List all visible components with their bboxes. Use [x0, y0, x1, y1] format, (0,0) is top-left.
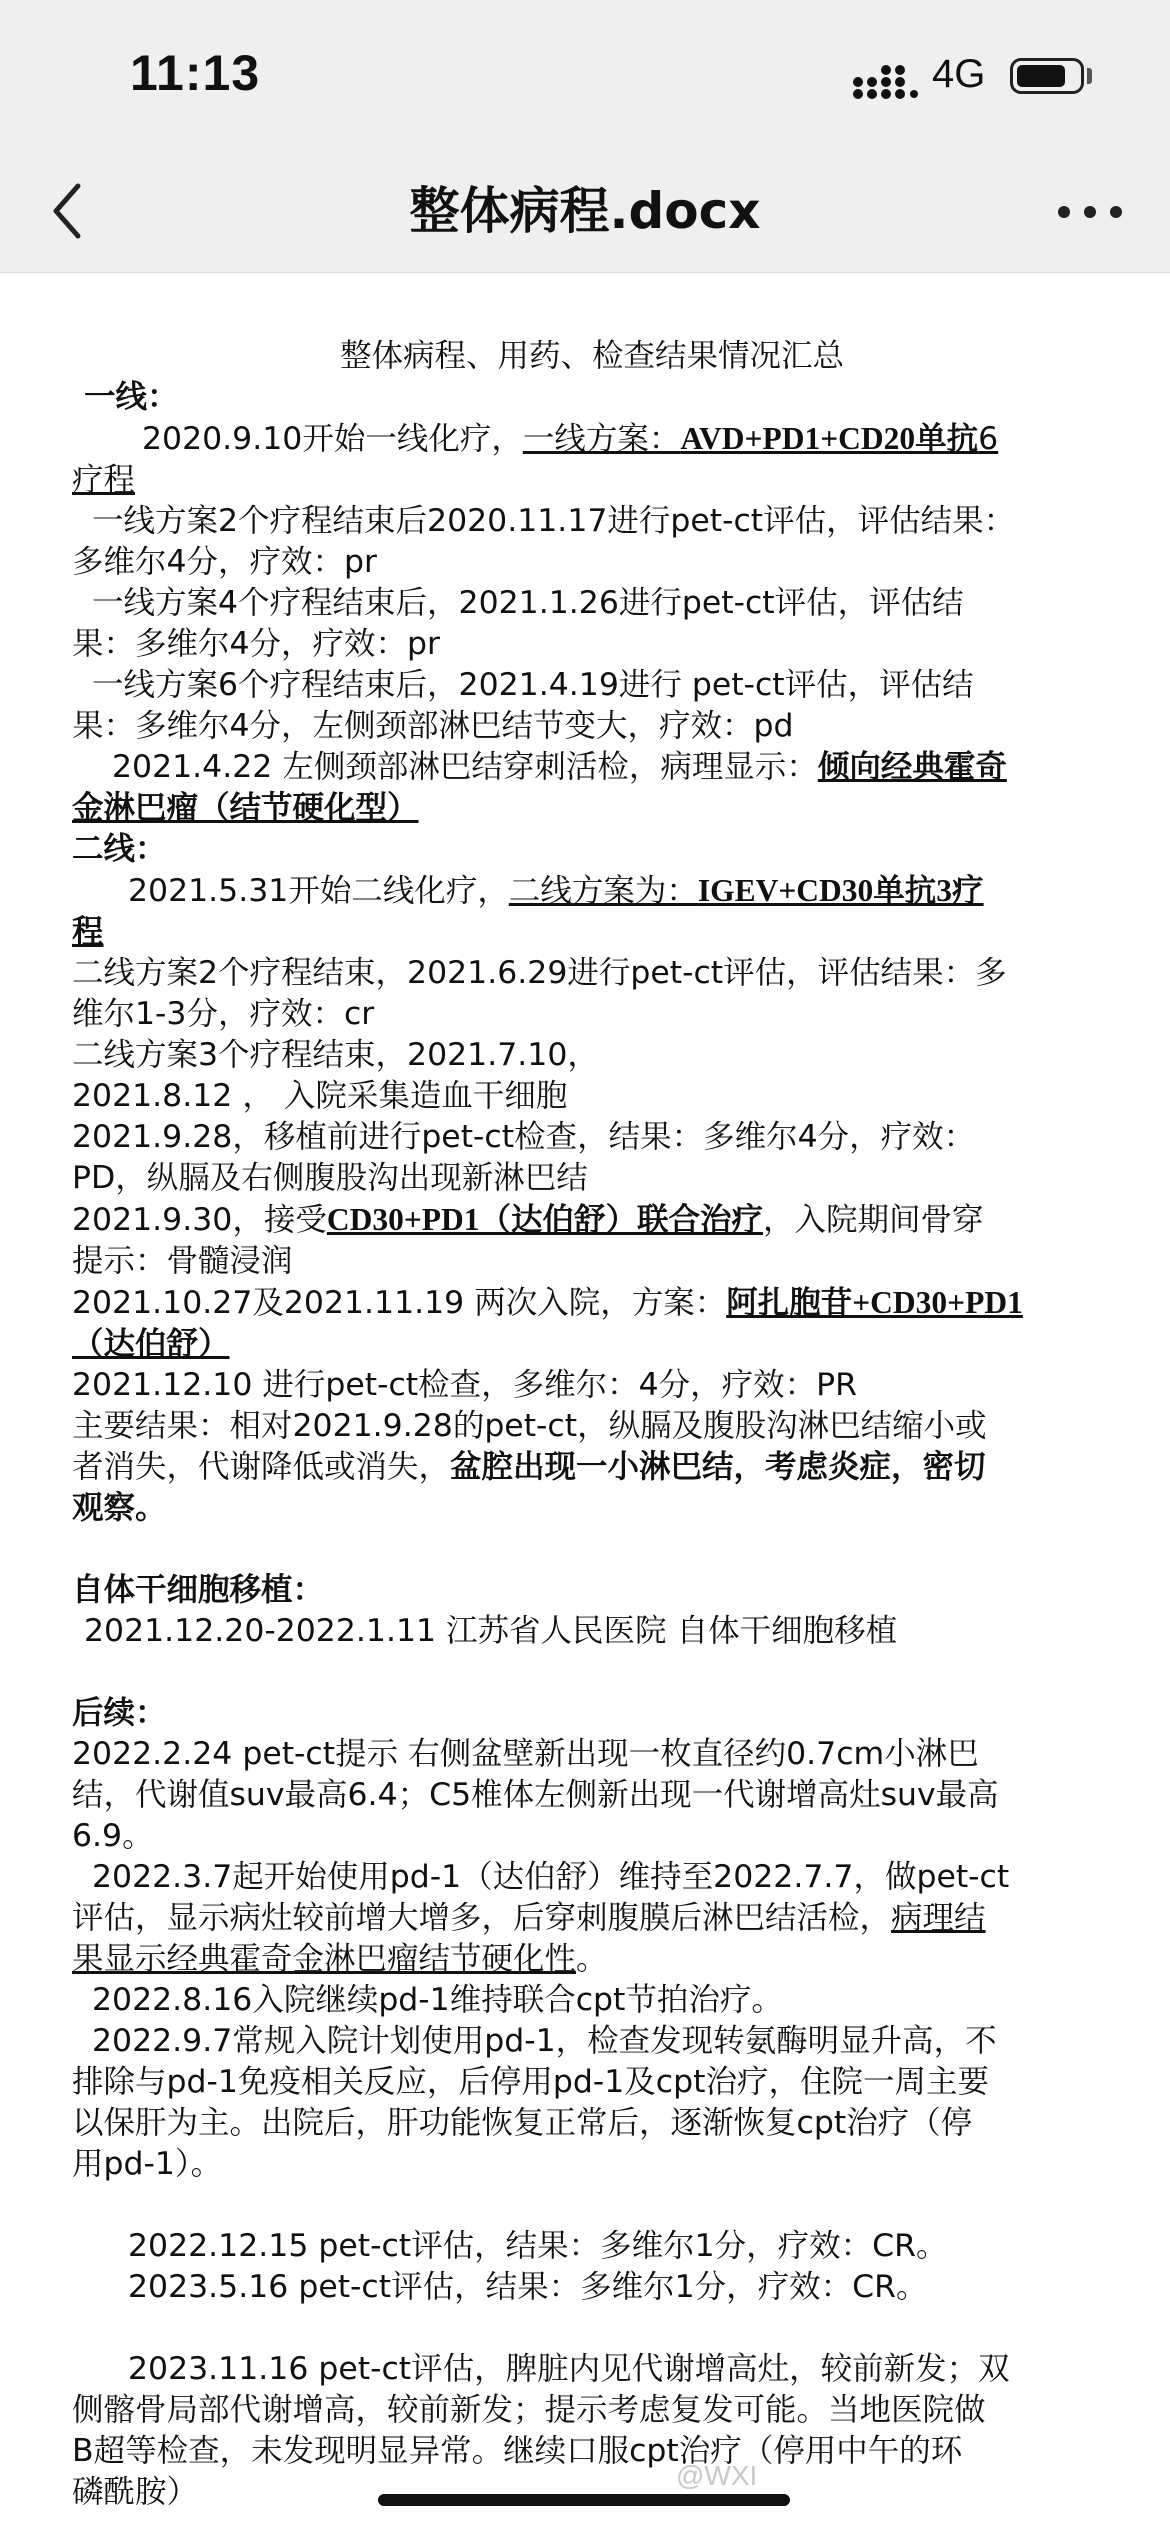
doc-line: 一线方案2个疗程结束后2020.11.17进行pet-ct评估，评估结果：	[92, 503, 1016, 539]
doc-paragraph	[72, 1282, 1112, 1324]
text-run: 盆腔出现一小淋巴结，考虑炎症，密切	[450, 1449, 986, 1485]
doc-line: 一线方案6个疗程结束后，2021.4.19进行 pet-ct评估，评估结	[92, 667, 974, 703]
spacer	[72, 2308, 1112, 2349]
text-run: 2021.9.30，接受	[72, 1202, 327, 1238]
text-run: 评估，显示病灶较前增大增多，后穿刺腹膜后淋巴结活检，	[72, 1900, 892, 1936]
section-title: 后续：	[72, 1695, 167, 1731]
text-run: 2021.10.27及2021.11.19 两次入院，方案：	[72, 1285, 727, 1321]
doc-line: 结，代谢值suv最高6.4；C5椎体左侧新出现一代谢增高灶suv最高	[72, 1777, 999, 1813]
doc-line	[72, 460, 1112, 501]
watermark: @WXI	[676, 2460, 758, 2491]
doc-line: 一线方案4个疗程结束后，2021.1.26进行pet-ct评估，评估结	[92, 585, 964, 621]
doc-line: 2022.9.7常规入院计划使用pd-1，检查发现转氨酶明显升高，不	[92, 2023, 997, 2059]
text-run: CD30+PD1（达伯舒）联合治疗	[326, 1202, 764, 1237]
doc-line	[72, 788, 1112, 829]
doc-line: B超等检查，未发现明显异常。继续口服cpt治疗（停用中午的环	[72, 2433, 963, 2469]
doc-heading: 整体病程、用药、检查结果情况汇总	[339, 338, 844, 374]
text-run: ，入院期间骨穿	[763, 1202, 984, 1238]
doc-line: 二线方案3个疗程结束，2021.7.10，	[72, 1037, 599, 1073]
doc-line: 2021.12.20-2022.1.11 江苏省人民医院 自体干细胞移植	[84, 1613, 898, 1649]
text-run: 2021.4.22 左侧颈部淋巴结穿刺活检，病理显示：	[112, 749, 818, 785]
more-horizontal-icon	[1050, 184, 1130, 240]
text-run: 金淋巴瘤（结节硬化型）	[72, 790, 419, 826]
doc-line: 排除与pd-1免疫相关反应，后停用pd-1及cpt治疗，住院一周主要	[72, 2064, 989, 2100]
doc-line: 6.9。	[72, 1818, 154, 1854]
text-run: （达伯舒）	[72, 1326, 230, 1362]
battery-level	[1017, 65, 1065, 87]
text-run: 二线方案为：	[508, 873, 698, 909]
doc-line	[72, 1324, 1112, 1365]
doc-line: 2022.2.24 pet-ct提示 右侧盆壁新出现一枚直径约0.7cm小淋巴	[72, 1736, 979, 1772]
doc-paragraph	[72, 747, 1112, 788]
more-button[interactable]	[1050, 184, 1130, 240]
text-run: 果显示经典霍奇金淋巴瘤结节硬化性	[72, 1941, 577, 1977]
document-body	[72, 336, 1112, 2513]
section-title: 一线：	[84, 379, 179, 415]
battery-nub	[1087, 68, 1092, 84]
doc-line: PD，纵膈及右侧腹股沟出现新淋巴结	[72, 1160, 588, 1196]
doc-line: 果：多维尔4分，疗效：pr	[72, 626, 440, 662]
doc-paragraph	[72, 1939, 1112, 1980]
nav-bar	[0, 150, 1170, 273]
doc-paragraph	[72, 870, 1112, 912]
text-run: 阿扎胞苷+CD30+PD1	[726, 1285, 1023, 1320]
doc-paragraph	[72, 1447, 1112, 1488]
text-run: 疗程	[72, 462, 136, 498]
doc-line: 用pd-1）。	[72, 2146, 223, 2182]
network-type: 4G	[932, 52, 986, 96]
document-title: 整体病程.docx	[409, 182, 761, 240]
text-run: 2020.9.10开始一线化疗，	[142, 421, 523, 457]
status-bar	[0, 0, 1170, 150]
doc-line: 以保肝为主。出院后，肝功能恢复正常后，逐渐恢复cpt治疗（停	[72, 2105, 973, 2141]
text-run: 6	[978, 421, 999, 457]
doc-paragraph	[72, 1898, 1112, 1939]
text-run: 程	[72, 914, 104, 950]
text-run: AVD+PD1+CD20单抗	[680, 421, 979, 456]
cellular-signal-icon	[852, 60, 918, 100]
doc-line: 2021.9.28，移植前进行pet-ct检查，结果：多维尔4分，疗效：	[72, 1119, 976, 1155]
doc-line: 2023.5.16 pet-ct评估，结果：多维尔1分，疗效：CR。	[128, 2269, 928, 2305]
doc-line: 观察。	[72, 1490, 167, 1526]
home-indicator[interactable]	[378, 2494, 790, 2506]
doc-line: 多维尔4分，疗效：pr	[72, 544, 377, 580]
text-run: 倾向经典霍奇	[817, 749, 1007, 785]
doc-line	[72, 912, 1112, 953]
doc-line: 主要结果：相对2021.9.28的pet-ct，纵膈及腹股沟淋巴结缩小或	[72, 1408, 987, 1444]
doc-line: 维尔1-3分，疗效：cr	[72, 996, 375, 1032]
doc-line: 二线方案2个疗程结束，2021.6.29进行pet-ct评估，评估结果：多	[72, 955, 1007, 991]
text-run: IGEV+CD30单抗3疗	[697, 873, 984, 908]
doc-line: 2021.12.10 进行pet-ct检查，多维尔：4分，疗效：PR	[72, 1367, 858, 1403]
doc-line: 2023.11.16 pet-ct评估，脾脏内见代谢增高灶，较前新发；双	[128, 2351, 1010, 2387]
doc-line: 2021.8.12 ， 入院采集造血干细胞	[72, 1078, 568, 1114]
section-title: 自体干细胞移植：	[72, 1572, 325, 1608]
text-run: 一线方案：	[522, 421, 681, 457]
doc-line: 侧髂骨局部代谢增高，较前新发；提示考虑复发可能。当地医院做	[72, 2392, 986, 2428]
text-run: 病理结	[891, 1900, 986, 1936]
doc-line: 2022.8.16入院继续pd-1维持联合cpt节拍治疗。	[92, 1982, 783, 2018]
doc-paragraph	[72, 418, 1112, 460]
text-run: 2021.5.31开始二线化疗，	[128, 873, 509, 909]
spacer	[72, 2185, 1112, 2226]
spacer	[72, 1652, 1112, 1693]
doc-line: 提示：骨髓浸润	[72, 1243, 293, 1279]
doc-line: 2022.12.15 pet-ct评估，结果：多维尔1分，疗效：CR。	[128, 2228, 948, 2264]
status-time: 11:13	[130, 45, 261, 101]
battery-icon	[1010, 58, 1084, 94]
spacer	[72, 1529, 1112, 1570]
text-run: 者消失，代谢降低或消失，	[72, 1449, 451, 1485]
text-run: 。	[576, 1941, 608, 1977]
doc-line: 果：多维尔4分，左侧颈部淋巴结节变大，疗效：pd	[72, 708, 794, 744]
doc-line: 2022.3.7起开始使用pd-1（达伯舒）维持至2022.7.7，做pet-ct	[92, 1859, 1010, 1895]
doc-line: 磷酰胺）	[72, 2474, 199, 2510]
section-title: 二线：	[72, 831, 167, 867]
doc-paragraph	[72, 1199, 1112, 1241]
